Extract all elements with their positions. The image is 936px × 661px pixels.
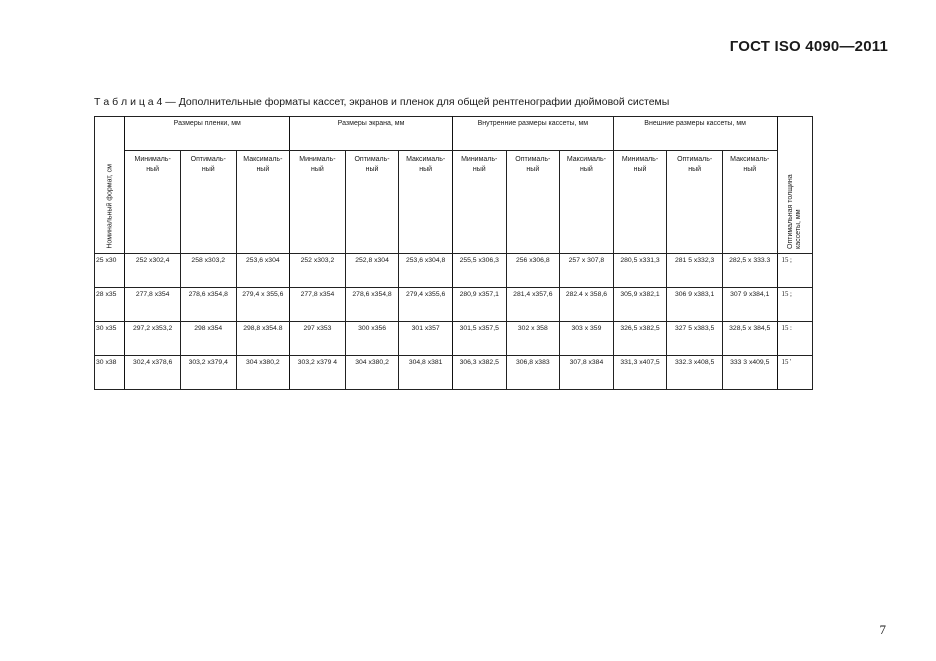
dimension-cell: 304 х380,2 — [236, 356, 290, 390]
dimension-cell: 252,8 х304 — [345, 254, 399, 288]
dimension-cell: 278,6 х354,8 — [180, 288, 236, 322]
film-size-group-header: Размеры пленки, мм — [125, 117, 290, 151]
dimension-cell: 301,5 х357,5 — [452, 322, 506, 356]
dimension-cell: 252 х303,2 — [290, 254, 346, 288]
outer-cassette-group-header: Внешние размеры кассеты, мм — [613, 117, 777, 151]
subheader-min — [125, 151, 181, 254]
dimension-cell: 333 3 х409,5 — [722, 356, 777, 390]
page-number: 7 — [879, 622, 886, 637]
dimension-cell: 280,9 х357,1 — [452, 288, 506, 322]
subheader-max — [560, 151, 614, 254]
subheader-line: ный — [472, 166, 486, 173]
dimension-cell: 281,4 х357,6 — [506, 288, 560, 322]
subheader-line: Минималь- — [461, 156, 498, 163]
screen-size-group-header: Размеры экрана, мм — [290, 117, 453, 151]
dimension-cell: 304,8 х381 — [399, 356, 453, 390]
dimension-cell: 307 9 х384,1 — [722, 288, 777, 322]
subheader-line: Максималь- — [566, 156, 606, 163]
thickness-label: Оптимальная толщина кассеты, мм — [786, 174, 802, 249]
subheader-line: ный — [365, 166, 379, 173]
dimension-cell: 282,5 х 333.3 — [722, 254, 777, 288]
dimension-cell: 304 х380,2 — [345, 356, 399, 390]
subheader-max — [399, 151, 453, 254]
dimension-cell: 327 5 х383,5 — [667, 322, 723, 356]
subheader-max — [722, 151, 777, 254]
nominal-format-header — [95, 117, 125, 254]
table-row — [95, 356, 813, 390]
table-row — [95, 322, 813, 356]
dimension-cell: 277,8 х354 — [125, 288, 181, 322]
subheader-line: ный — [688, 166, 702, 173]
dimension-cell: 279,4 х 355,6 — [236, 288, 290, 322]
subheader-line: Максималь- — [406, 156, 446, 163]
subheader-min — [613, 151, 667, 254]
subheader-opt — [180, 151, 236, 254]
dimension-cell: 306 9 х383,1 — [667, 288, 723, 322]
dimension-cell: 306,3 х382,5 — [452, 356, 506, 390]
table-body — [95, 254, 813, 390]
dimension-cell: 281 5 х332,3 — [667, 254, 723, 288]
dimension-cell: 282.4 х 358,6 — [560, 288, 614, 322]
formats-table — [94, 116, 813, 390]
dimension-cell: 252 х302,4 — [125, 254, 181, 288]
dimension-cell: 301 х357 — [399, 322, 453, 356]
subheader-opt — [667, 151, 723, 254]
subheader-line: ный — [580, 166, 593, 173]
dimension-cell: 305,9 х382,1 — [613, 288, 667, 322]
dimension-cell: 258 х303,2 — [180, 254, 236, 288]
subheader-min — [290, 151, 346, 254]
subheader-opt — [345, 151, 399, 254]
subheader-line: ный — [256, 166, 270, 173]
subheader-line: Минималь- — [299, 156, 336, 163]
dimension-cell: 303,2 х379,4 — [180, 356, 236, 390]
thickness-header — [777, 117, 812, 254]
dimension-cell: 307,8 х384 — [560, 356, 614, 390]
dimension-cell: 278,6 х354,8 — [345, 288, 399, 322]
dimension-cell: 279,4 х355,6 — [399, 288, 453, 322]
format-cell: 25 х30 — [95, 254, 125, 288]
subheader-line: ный — [311, 166, 324, 173]
inner-cassette-group-header: Внутренние размеры кассеты, мм — [452, 117, 613, 151]
dimension-cell: 300 х356 — [345, 322, 399, 356]
table-caption: Т а б л и ц а 4 — Дополнительные форматы кассет, экранов и пленок для общей рентгенографии дюймовой системы — [94, 96, 670, 108]
subheader-line: ный — [526, 166, 540, 173]
subheader-min — [452, 151, 506, 254]
dimension-cell: 332.3 х408,5 — [667, 356, 723, 390]
table-row — [95, 288, 813, 322]
formats-table-container — [94, 116, 813, 390]
dimension-cell: 302 х 358 — [506, 322, 560, 356]
subheader-row — [95, 151, 813, 254]
subheader-max — [236, 151, 290, 254]
dimension-cell: 331,3 х407,5 — [613, 356, 667, 390]
subheader-line: Оптималь- — [515, 156, 551, 163]
format-cell: 30 х38 — [95, 356, 125, 390]
subheader-opt — [506, 151, 560, 254]
dimension-cell: 297 х353 — [290, 322, 346, 356]
subheader-line: Оптималь- — [190, 156, 226, 163]
dimension-cell: 253,6 х304,8 — [399, 254, 453, 288]
subheader-line: ный — [419, 166, 433, 173]
format-cell: 30 х35 — [95, 322, 125, 356]
subheader-line: Минималь- — [134, 156, 171, 163]
dimension-cell: 280,5 х331,3 — [613, 254, 667, 288]
dimension-cell: 297,2 х353,2 — [125, 322, 181, 356]
thickness-cell: 15 ' — [777, 356, 812, 390]
nominal-format-label: Номинальный формат, см — [106, 164, 114, 249]
dimension-cell: 326,5 х382,5 — [613, 322, 667, 356]
dimension-cell: 253,6 х304 — [236, 254, 290, 288]
subheader-line: Минималь- — [621, 156, 659, 163]
subheader-line: ный — [743, 166, 757, 173]
thickness-cell: 15 ; — [777, 254, 812, 288]
dimension-cell: 257 х 307,8 — [560, 254, 614, 288]
subheader-line: ный — [201, 166, 215, 173]
subheader-line: ный — [633, 166, 647, 173]
dimension-cell: 255,5 х306,3 — [452, 254, 506, 288]
format-cell: 28 х35 — [95, 288, 125, 322]
subheader-line: ный — [146, 166, 160, 173]
thickness-cell: 15 ; — [777, 288, 812, 322]
subheader-line: Максималь- — [730, 156, 770, 163]
subheader-line: Максималь- — [243, 156, 283, 163]
subheader-line: Оптималь- — [677, 156, 713, 163]
dimension-cell: 277,8 х354 — [290, 288, 346, 322]
dimension-cell: 303,2 х379 4 — [290, 356, 346, 390]
dimension-cell: 303 х 359 — [560, 322, 614, 356]
subheader-line: Оптималь- — [354, 156, 390, 163]
dimension-cell: 328,5 х 384,5 — [722, 322, 777, 356]
dimension-cell: 302,4 х378,6 — [125, 356, 181, 390]
standard-designation: ГОСТ ISO 4090—2011 — [729, 38, 888, 55]
dimension-cell: 306,8 х383 — [506, 356, 560, 390]
dimension-cell: 256 х306,8 — [506, 254, 560, 288]
dimension-cell: 298,8 х354.8 — [236, 322, 290, 356]
dimension-cell: 298 х354 — [180, 322, 236, 356]
table-row — [95, 254, 813, 288]
thickness-cell: 15 : — [777, 322, 812, 356]
